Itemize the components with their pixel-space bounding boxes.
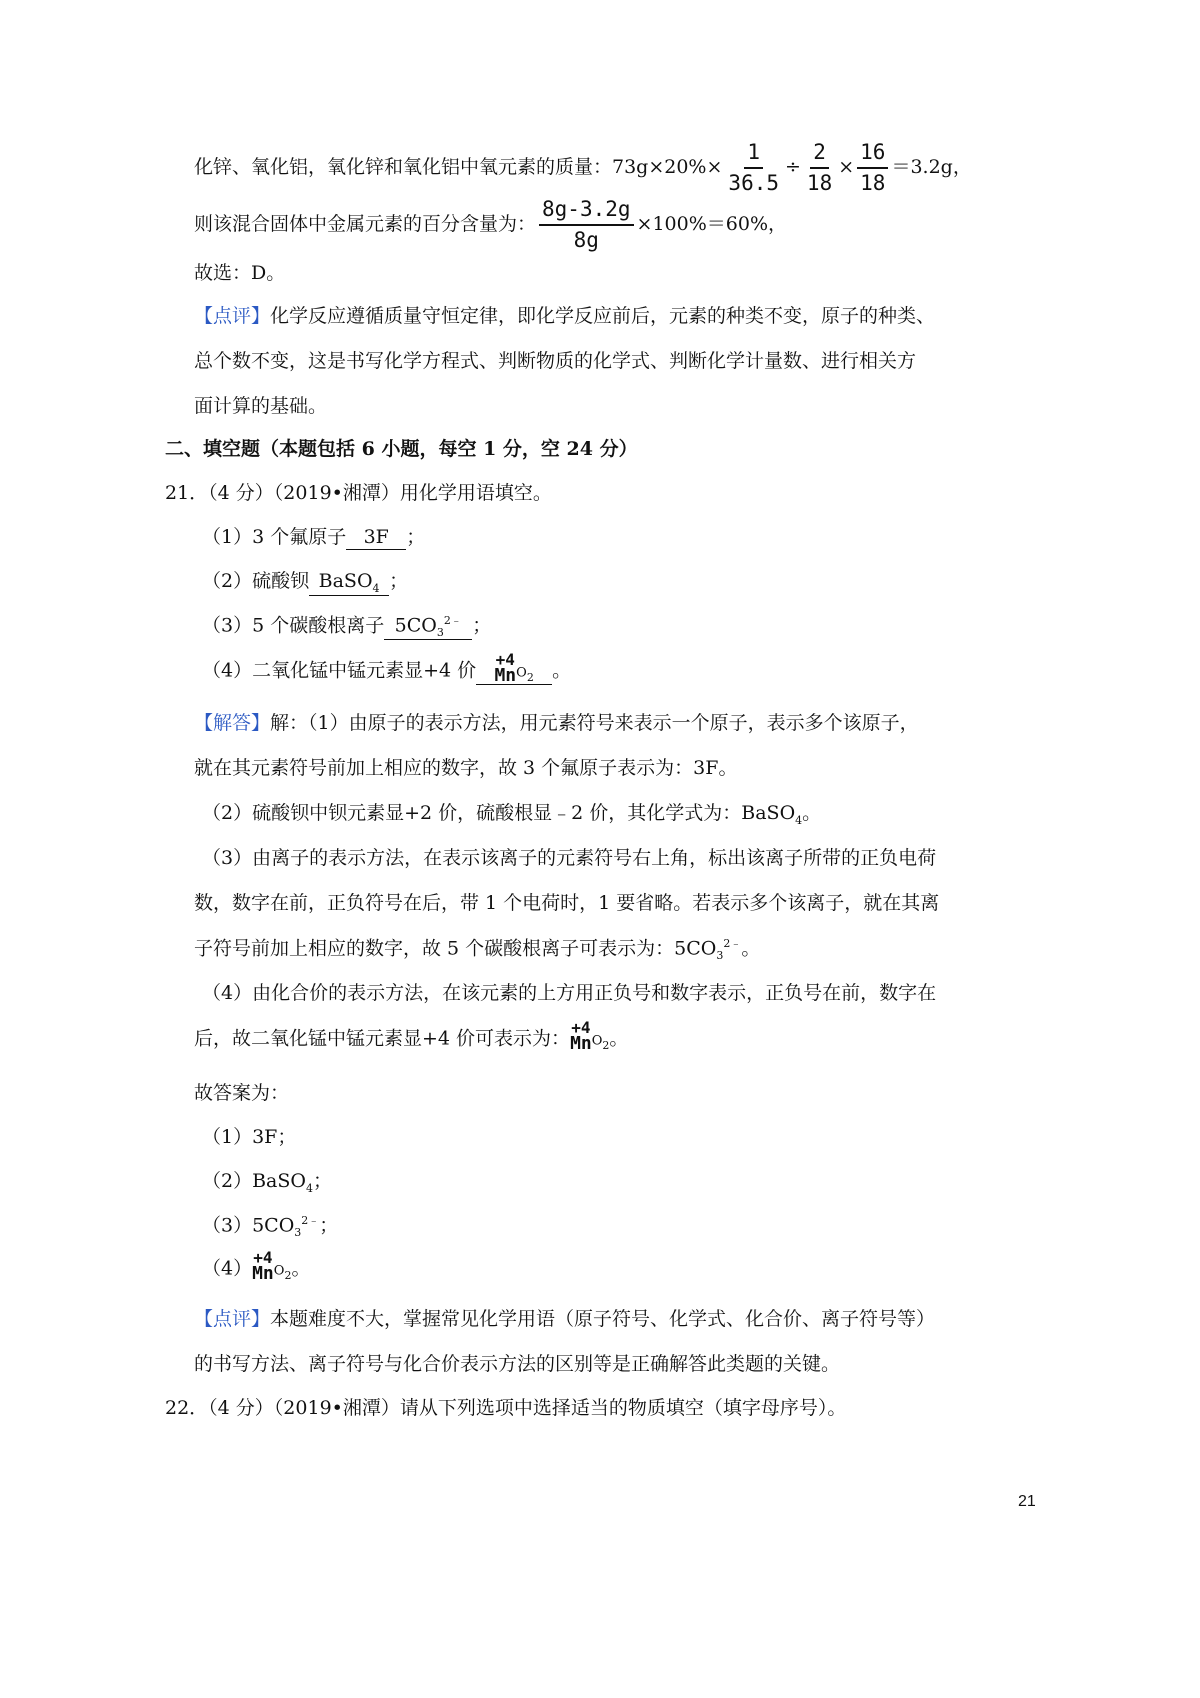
sub-question-2 <box>202 570 408 596</box>
calc-result: ×100%＝60%， <box>636 213 788 236</box>
review-text: 本题难度不大，掌握常见化学用语（原子符号、化学式、化合价、离子符号等） <box>270 1308 936 1330</box>
oxygen-symbol: O <box>273 1263 285 1279</box>
formula: BaSO <box>318 570 373 592</box>
punct: ； <box>319 1214 339 1237</box>
subscript: 4 <box>372 581 380 595</box>
solution-text: 子符号前加上相应的数字，故 5 个碳酸根离子可表示为：5CO <box>194 937 717 960</box>
page-number: 21 <box>1018 1493 1036 1510</box>
calc-line-oxygen-mass <box>194 140 972 196</box>
solution-line-7: （4）由化合价的表示方法，在该元素的上方用正负号和数字表示，正负号在前，数字在 <box>202 982 937 1004</box>
solution-text: 后，故二氧化锰中锰元素显+4 价可表示为： <box>194 1027 571 1050</box>
subscript: 2 <box>526 671 534 685</box>
answer-intro: 故答案为： <box>194 1082 290 1104</box>
question-22: 22．（4 分）（2019•湘潭）请从下列选项中选择适当的物质填空（填字母序号）。 <box>165 1397 847 1419</box>
comment-tag: 【点评】 <box>194 305 271 327</box>
oxygen-symbol: O <box>591 1033 603 1049</box>
punct: ； <box>389 570 409 592</box>
solution-line-8 <box>194 1018 629 1055</box>
valence-value: +4 <box>253 1248 273 1267</box>
solution-line-4: （3）由离子的表示方法，在表示该离子的元素符号右上角，标出该离子所带的正负电荷 <box>202 847 937 869</box>
review-line-2: 的书写方法、离子符号与化合价表示方法的区别等是正确解答此类题的关键。 <box>194 1353 841 1375</box>
punct: 。 <box>552 659 572 682</box>
solution-line-2: 就在其元素符号前加上相应的数字，故 3 个氟原子表示为：3F。 <box>194 757 738 779</box>
subscript: 3 <box>436 626 444 640</box>
superscript: 2﹣ <box>443 614 462 627</box>
calc-text: 化锌、氧化铝，氧化锌和氧化铝中氧元素的质量：73g×20%× <box>194 156 723 179</box>
element-symbol: Mn <box>570 1033 592 1055</box>
sub-question-4 <box>202 652 571 685</box>
answer-blank <box>476 652 552 685</box>
section-heading: 二、填空题（本题包括 6 小题，每空 1 分，空 24 分） <box>165 438 638 460</box>
sub-question-1 <box>202 526 425 550</box>
answer-blank: 3F <box>346 526 406 550</box>
solution-line-3 <box>202 802 821 827</box>
choice-answer: 故选：D。 <box>194 262 286 284</box>
comment-line-2: 总个数不变，这是书写化学方程式、判断物质的化学式、判断化学计量数、进行相关方 <box>194 350 917 372</box>
review-tag: 【点评】 <box>194 1308 271 1330</box>
solution-line-1 <box>194 712 919 735</box>
answer-text: （3）5CO <box>202 1214 295 1237</box>
valence-formula <box>570 1018 592 1055</box>
review-line-1 <box>194 1308 935 1331</box>
comment-text: 化学反应遵循质量守恒定律，即化学反应前后，元素的种类不变，原子的种类、 <box>270 305 936 327</box>
answer-blank <box>309 570 389 596</box>
punct: ； <box>472 614 492 637</box>
punct: 。 <box>741 937 761 960</box>
solution-line-6 <box>194 937 760 962</box>
element-symbol: Mn <box>494 665 517 687</box>
punct: ； <box>312 1170 332 1192</box>
answer-text: （2）BaSO <box>202 1170 306 1192</box>
calc-result: ＝3.2g， <box>891 156 972 179</box>
fraction-2: $\frac{2}{18}$ <box>806 140 833 196</box>
comment-line-1 <box>194 305 935 328</box>
punct: 。 <box>291 1257 311 1280</box>
question-21: 21．（4 分）（2019•湘潭）用化学用语填空。 <box>165 482 552 504</box>
punct: 。 <box>802 802 822 824</box>
answer-text: （4） <box>202 1257 253 1280</box>
sub-question-text: （2）硫酸钡 <box>202 570 310 592</box>
valence-value: +4 <box>571 1018 591 1037</box>
fraction-3: $\frac{16}{18}$ <box>857 140 888 196</box>
valence-formula <box>252 1248 274 1285</box>
answer-blank <box>384 614 472 640</box>
superscript: 2﹣ <box>301 1214 320 1227</box>
calc-text: 则该混合固体中金属元素的百分含量为： <box>194 213 537 236</box>
punct: 。 <box>609 1027 629 1050</box>
divide-sign: ÷ <box>785 156 801 179</box>
element-symbol: Mn <box>252 1263 274 1285</box>
sub-question-text: （3）5 个碳酸根离子 <box>202 614 385 637</box>
subscript: 4 <box>795 813 803 827</box>
formula: 5CO <box>394 614 437 637</box>
solution-text: 解：（1）由原子的表示方法，用元素符号来表示一个原子，表示多个该原子， <box>270 712 919 734</box>
times-sign: × <box>838 156 855 179</box>
answer-3 <box>202 1214 338 1239</box>
punct: ； <box>406 526 426 548</box>
fraction-1: $\frac{1}{36.5}$ <box>728 140 779 196</box>
sub-question-text: （4）二氧化锰中锰元素显+4 价 <box>202 659 477 682</box>
answer-2 <box>202 1170 332 1195</box>
valence-formula <box>494 650 517 687</box>
oxygen-symbol: O <box>516 665 527 681</box>
solution-tag: 【解答】 <box>194 712 271 734</box>
calc-line-metal-percent <box>194 197 787 253</box>
subscript: 4 <box>305 1181 313 1195</box>
solution-text: （2）硫酸钡中钡元素显+2 价，硫酸根显﹣2 价，其化学式为：BaSO <box>202 802 796 824</box>
subscript: 3 <box>716 949 724 963</box>
valence-value: +4 <box>495 650 515 669</box>
answer-4 <box>202 1248 311 1285</box>
sub-question-text: （1）3 个氟原子 <box>202 526 347 548</box>
subscript: 2 <box>284 1269 292 1283</box>
subscript: 3 <box>294 1226 302 1240</box>
answer-1: （1）3F； <box>202 1126 297 1148</box>
fraction-metal: $\frac{8g-3.2g}{8g}$ <box>539 197 634 253</box>
subscript: 2 <box>602 1039 610 1053</box>
sub-question-3 <box>202 614 491 640</box>
solution-line-5: 数，数字在前，正负符号在后，带 1 个电荷时，1 要省略。若表示多个该离子，就在其离 <box>194 892 940 914</box>
superscript: 2﹣ <box>723 937 742 950</box>
comment-line-3: 面计算的基础。 <box>194 395 328 417</box>
